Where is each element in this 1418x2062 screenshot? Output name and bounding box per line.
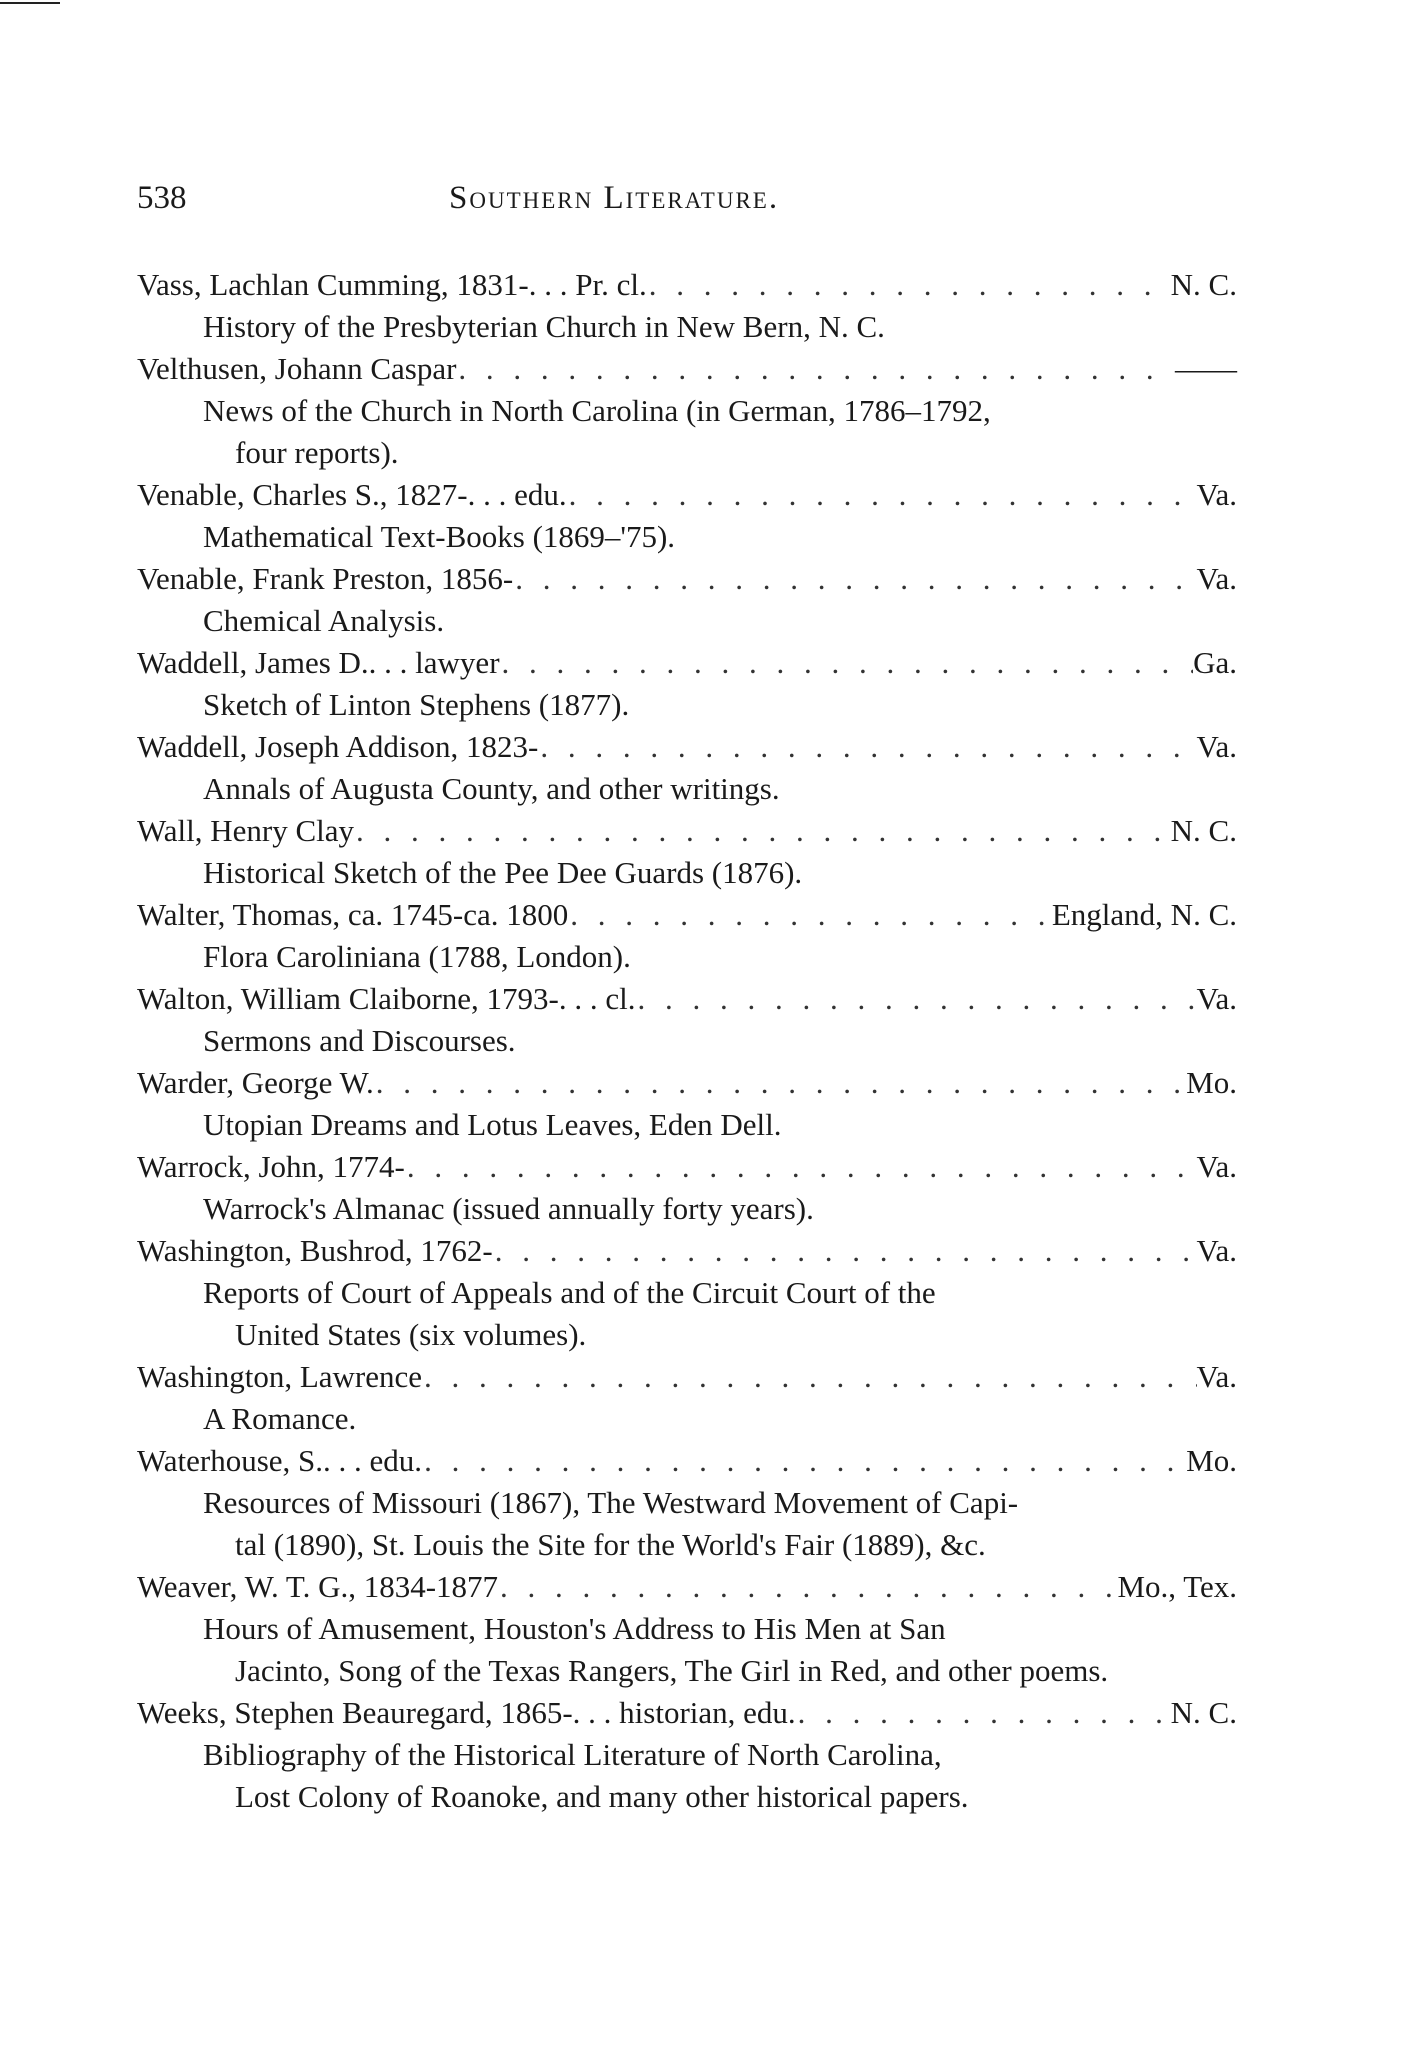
works-list [137, 516, 1237, 558]
author-name: Venable, Frank Preston, 1856- [137, 561, 514, 596]
entry-heading-line [137, 1356, 1237, 1398]
works-text: Reports of Court of Appeals and of the Circuit Court of the [203, 1275, 936, 1310]
works-text: Utopian Dreams and Lotus Leaves, Eden Dell. [203, 1107, 782, 1142]
entry-heading-line [137, 1062, 1237, 1104]
works-text: Sermons and Discourses. [203, 1023, 516, 1058]
author-state: Va. [1196, 1359, 1237, 1394]
entry-heading-line [137, 264, 1237, 306]
dot-leader [405, 1146, 1197, 1188]
works-text: Mathematical Text-Books (1869–'75). [203, 519, 676, 554]
works-list [137, 684, 1237, 726]
entry-heading-line [137, 1230, 1237, 1272]
author-entry [137, 1230, 1237, 1356]
author-name: Weeks, Stephen Beauregard, 1865- [137, 1695, 573, 1730]
entry-heading-line [137, 1146, 1237, 1188]
author-entry [137, 642, 1237, 726]
book-page [137, 180, 1237, 1814]
dot-leader [354, 810, 1171, 852]
author-entry [137, 348, 1237, 474]
author-entry [137, 558, 1237, 642]
bibliography-entries [137, 264, 1237, 1818]
author-state: Va. [1196, 729, 1237, 764]
dot-leader [493, 1230, 1197, 1272]
author-name: Vass, Lachlan Cumming, 1831- [137, 267, 529, 302]
author-occupation: . . . Pr. cl. [528, 267, 647, 302]
author-occupation: . . . lawyer [368, 645, 500, 680]
works-list [137, 306, 1237, 348]
author-state: N. C. [1170, 267, 1237, 302]
author-entry [137, 1356, 1237, 1440]
author-state: Va. [1196, 981, 1237, 1016]
author-name: Walton, William Claiborne, 1793- [137, 981, 559, 1016]
dot-leader [567, 474, 1197, 516]
works-list [137, 1608, 1237, 1692]
works-text: Annals of Augusta County, and other writings. [203, 771, 780, 806]
author-occupation: . . . edu. [467, 477, 567, 512]
works-list [137, 1734, 1237, 1818]
author-state: Va. [1196, 561, 1237, 596]
dot-leader [647, 264, 1171, 306]
author-state: Va. [1196, 1233, 1237, 1268]
author-entry [137, 978, 1237, 1062]
author-state: Ga. [1193, 645, 1237, 680]
works-text: Chemical Analysis. [203, 603, 445, 638]
author-state: Va. [1196, 1149, 1237, 1184]
author-name: Waterhouse, S. [137, 1443, 324, 1478]
works-text: News of the Church in North Carolina (in German, 1786–1792, [203, 393, 991, 428]
author-entry [137, 726, 1237, 810]
page-number: 538 [137, 180, 187, 216]
author-state: England, N. C. [1051, 897, 1237, 932]
entry-heading-line [137, 810, 1237, 852]
entry-heading-line [137, 894, 1237, 936]
dot-leader [796, 1692, 1171, 1734]
works-list [137, 600, 1237, 642]
author-name: Warder, George W. [137, 1065, 374, 1100]
works-text: Warrock's Almanac (issued annually forty years). [203, 1191, 814, 1226]
works-text: Flora Caroliniana (1788, London). [203, 939, 631, 974]
author-entry [137, 1566, 1237, 1692]
works-list [137, 768, 1237, 810]
works-list [137, 1272, 1237, 1356]
dot-leader [374, 1062, 1186, 1104]
works-list [137, 1482, 1237, 1566]
dot-leader [513, 558, 1196, 600]
running-title: Southern Literature. [449, 180, 780, 216]
entry-heading-line [137, 1440, 1237, 1482]
works-text-continued: tal (1890), St. Louis the Site for the World's Fair (1889), &c. [235, 1527, 986, 1562]
author-entry [137, 894, 1237, 978]
author-state: N. C. [1170, 1695, 1237, 1730]
works-text: Resources of Missouri (1867), The Westward Movement of Capi- [203, 1485, 1019, 1520]
author-entry [137, 810, 1237, 894]
dot-leader [636, 978, 1197, 1020]
works-list [137, 1188, 1237, 1230]
author-state: Mo. [1186, 1065, 1237, 1100]
author-name: Waddell, James D. [137, 645, 369, 680]
dot-leader [500, 642, 1194, 684]
works-list [137, 852, 1237, 894]
works-text: Hours of Amusement, Houston's Address to His Men at San [203, 1611, 946, 1646]
works-text: A Romance. [203, 1401, 357, 1436]
entry-heading-line [137, 474, 1237, 516]
works-text: Historical Sketch of the Pee Dee Guards (1876). [203, 855, 803, 890]
author-name: Wall, Henry Clay [137, 813, 355, 848]
author-state: Mo., Tex. [1117, 1569, 1237, 1604]
entry-heading-line [137, 1566, 1237, 1608]
dot-leader [498, 1566, 1117, 1608]
works-list [137, 936, 1237, 978]
works-text-continued: Jacinto, Song of the Texas Rangers, The Girl in Red, and other poems. [235, 1653, 1109, 1688]
works-list [137, 1020, 1237, 1062]
works-list [137, 1398, 1237, 1440]
dot-leader [456, 348, 1175, 390]
corner-mark [0, 2, 60, 4]
works-list [137, 1104, 1237, 1146]
dot-leader [568, 894, 1052, 936]
author-occupation: . . . cl. [558, 981, 636, 1016]
author-state: Mo. [1186, 1443, 1237, 1478]
author-occupation: . . . historian, edu. [572, 1695, 796, 1730]
entry-heading-line [137, 642, 1237, 684]
entry-heading-line [137, 348, 1237, 390]
works-text: Sketch of Linton Stephens (1877). [203, 687, 630, 722]
dot-leader [538, 726, 1196, 768]
author-entry [137, 474, 1237, 558]
entry-heading-line [137, 1692, 1237, 1734]
works-text: History of the Presbyterian Church in New Bern, N. C. [203, 309, 885, 344]
dot-leader [422, 1356, 1197, 1398]
author-state: N. C. [1170, 813, 1237, 848]
author-entry [137, 1062, 1237, 1146]
works-text-continued: four reports). [235, 435, 399, 470]
running-head [137, 180, 1237, 230]
author-name: Weaver, W. T. G., 1834-1877 [137, 1569, 499, 1604]
dot-leader [422, 1440, 1186, 1482]
author-name: Venable, Charles S., 1827- [137, 477, 468, 512]
entry-heading-line [137, 726, 1237, 768]
works-text-continued: United States (six volumes). [235, 1317, 587, 1352]
author-state: Va. [1196, 477, 1237, 512]
author-name: Washington, Lawrence [137, 1359, 423, 1394]
author-entry [137, 1146, 1237, 1230]
entry-heading-line [137, 978, 1237, 1020]
author-occupation: . . . edu. [323, 1443, 423, 1478]
works-text-continued: Lost Colony of Roanoke, and many other historical papers. [235, 1779, 969, 1814]
author-state: —— [1175, 351, 1237, 386]
author-name: Warrock, John, 1774- [137, 1149, 405, 1184]
author-entry [137, 1440, 1237, 1566]
works-text: Bibliography of the Historical Literature of North Carolina, [203, 1737, 942, 1772]
author-entry [137, 264, 1237, 348]
author-name: Walter, Thomas, ca. 1745-ca. 1800 [137, 897, 569, 932]
author-entry [137, 1692, 1237, 1818]
entry-heading-line [137, 558, 1237, 600]
works-list [137, 390, 1237, 474]
author-name: Velthusen, Johann Caspar [137, 351, 457, 386]
author-name: Waddell, Joseph Addison, 1823- [137, 729, 539, 764]
author-name: Washington, Bushrod, 1762- [137, 1233, 493, 1268]
